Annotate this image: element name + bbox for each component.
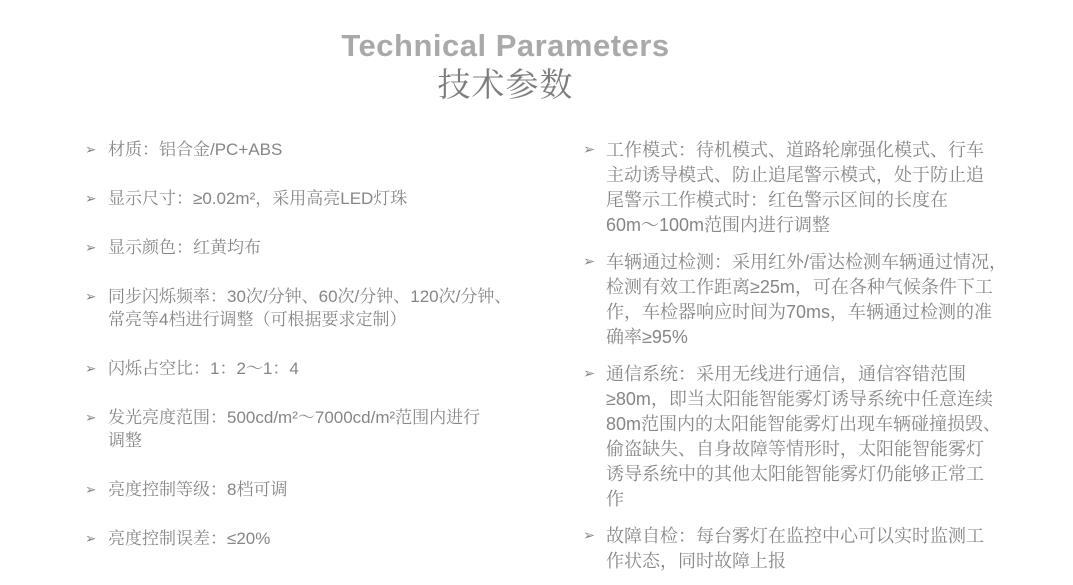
text-line: 显示尺寸：≥0.02m²，采用高亮LED灯珠 [108, 189, 408, 208]
bullet-item-text [108, 357, 537, 380]
arrow-bullet-icon: ➢ [85, 289, 97, 304]
text-line: 主动诱导模式、防止追尾警示模式，处于防止追 [606, 165, 984, 185]
text-line: ≥80m，即当太阳能智能雾灯诱导系统中任意连续 [606, 389, 993, 409]
page-title-chinese: 技术参数 [437, 65, 574, 103]
bullet-item-text [108, 285, 537, 331]
text-line: 发光亮度范围：500cd/m²～7000cd/m²范围内进行 [108, 408, 481, 427]
bullet-item-text [606, 524, 1003, 574]
text-line: 工作模式：待机模式、道路轮廓强化模式、行车 [606, 140, 984, 160]
bullet-item-text [108, 236, 537, 259]
bullet-item [85, 138, 537, 161]
text-line: 亮度控制等级：8档可调 [108, 480, 288, 499]
text-line: 作状态，同时故障上报 [606, 551, 786, 571]
arrow-bullet-icon: ➢ [85, 240, 97, 255]
text-line: 通信系统：采用无线进行通信，通信容错范围 [606, 364, 966, 384]
arrow-bullet-icon: ➢ [85, 142, 97, 157]
text-line: 检测有效工作距离≥25m，可在各种气候条件下工 [606, 277, 993, 297]
bullet-item [85, 187, 537, 210]
left-column [85, 138, 537, 576]
arrow-bullet-icon: ➢ [85, 191, 97, 206]
arrow-bullet-icon: ➢ [85, 361, 97, 376]
text-line: 显示颜色：红黄均布 [108, 238, 261, 257]
text-line: 作 [606, 489, 624, 509]
arrow-bullet-icon: ➢ [583, 254, 596, 270]
bullet-item [85, 285, 537, 331]
text-line: 亮度控制误差：≤20% [108, 529, 271, 548]
text-line: 闪烁占空比：1：2～1：4 [108, 359, 299, 378]
arrow-bullet-icon: ➢ [85, 410, 97, 425]
text-line: 确率≥95% [606, 327, 688, 347]
bullet-item-text [606, 362, 1003, 512]
bullet-item [583, 524, 1003, 574]
bullet-item-text [108, 478, 537, 501]
bullet-item [85, 478, 537, 501]
bullet-item-text [606, 250, 1007, 350]
text-line: 60m～100m范围内进行调整 [606, 215, 831, 235]
arrow-bullet-icon: ➢ [85, 531, 97, 546]
text-line: 同步闪烁频率：30次/分钟、60次/分钟、120次/分钟、 [108, 287, 512, 306]
text-line: 材质：铝合金/PC+ABS [108, 140, 283, 159]
text-line: 常亮等4档进行调整（可根据要求定制） [108, 310, 407, 329]
page-title-english: Technical Parameters [341, 28, 670, 63]
slide-header [0, 30, 1042, 102]
bullet-item [583, 138, 1003, 238]
text-line: 偷盗缺失、自身故障等情形时，太阳能智能雾灯 [606, 439, 984, 459]
bullet-item [85, 527, 537, 550]
bullet-item [85, 406, 537, 452]
bullet-item-text [606, 138, 1003, 238]
bullet-item-text [108, 138, 537, 161]
arrow-bullet-icon: ➢ [583, 528, 596, 544]
arrow-bullet-icon: ➢ [583, 142, 596, 158]
text-line: 尾警示工作模式时：红色警示区间的长度在 [606, 190, 948, 210]
bullet-item-text [108, 527, 537, 550]
bullet-item [85, 357, 537, 380]
text-line: 诱导系统中的其他太阳能智能雾灯仍能够正常工 [606, 464, 984, 484]
text-line: 作，车检器响应时间为70ms，车辆通过检测的准 [606, 302, 993, 322]
text-line: 调整 [108, 431, 142, 450]
arrow-bullet-icon: ➢ [583, 366, 596, 382]
right-column [583, 138, 1007, 585]
text-line: 车辆通过检测：采用红外/雷达检测车辆通过情况， [606, 252, 1007, 272]
bullet-item [583, 250, 1007, 350]
bullet-item [85, 236, 537, 259]
bullet-item-text [108, 187, 537, 210]
text-line: 故障自检：每台雾灯在监控中心可以实时监测工 [606, 526, 984, 546]
bullet-item-text [108, 406, 537, 452]
bullet-item [583, 362, 1003, 512]
arrow-bullet-icon: ➢ [85, 482, 97, 497]
text-line: 80m范围内的太阳能智能雾灯出现车辆碰撞损毁、 [606, 414, 1002, 434]
